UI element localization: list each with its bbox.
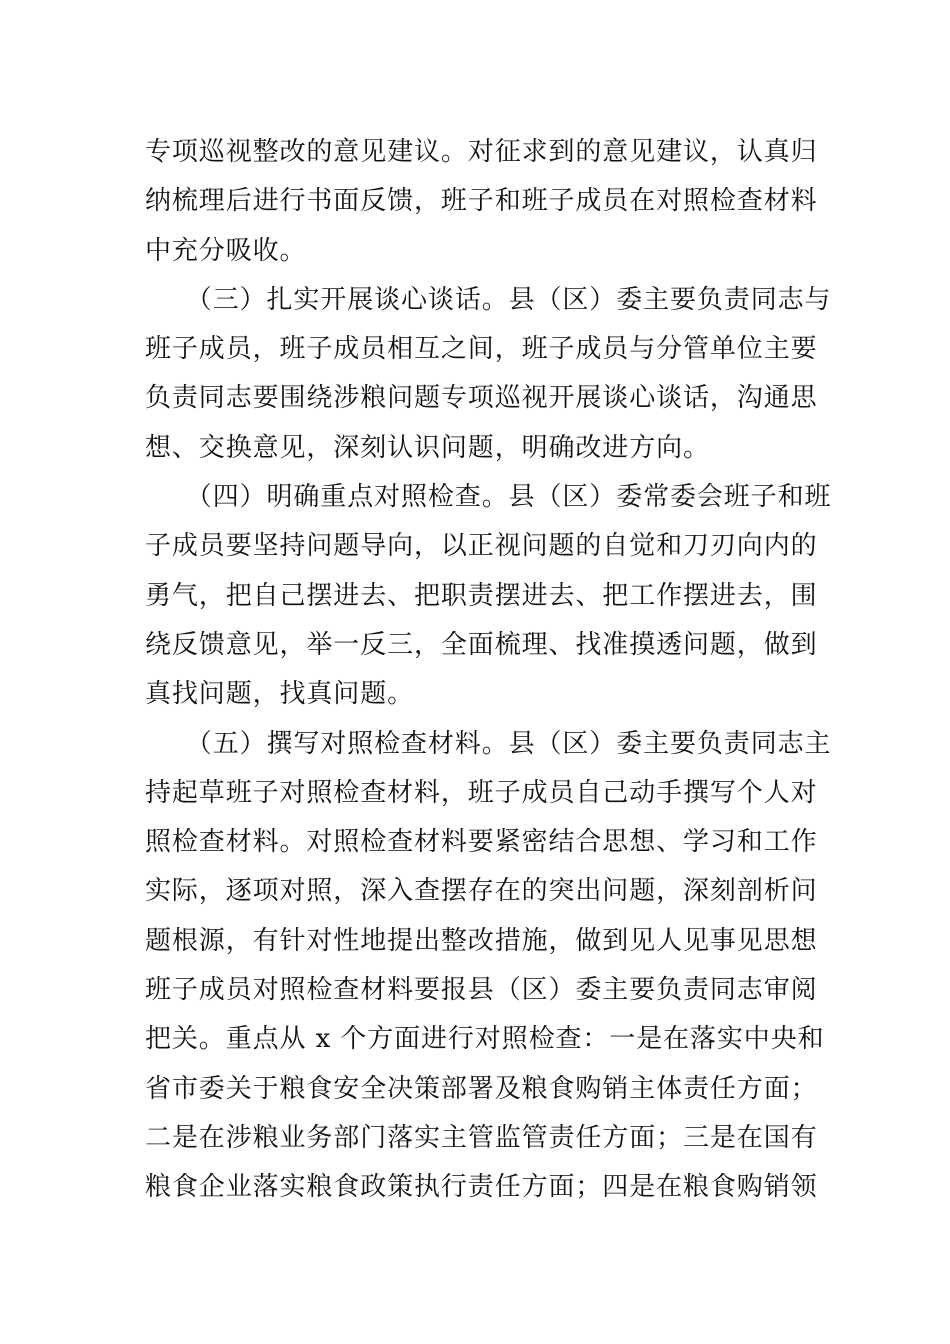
text-line: 班子成员对照检查材料要报县（区）委主要负责同志审阅 (145, 975, 818, 1006)
text-line: 想、交换意见，深刻认识问题，明确改进方向。 (145, 432, 710, 463)
text-line: 实际，逐项对照，深入查摆存在的突出问题，深刻剖析问 (145, 876, 818, 907)
text-line: 粮食企业落实粮食政策执行责任方面；四是在粮食购销领 (145, 1172, 818, 1203)
text-line: 照检查材料。对照检查材料要紧密结合思想、学习和工作 (145, 827, 818, 858)
text-line: 真找问题，找真问题。 (145, 679, 415, 710)
text-line: 专项巡视整改的意见建议。对征求到的意见建议，认真归 (145, 137, 818, 167)
text-line: 题根源，有针对性地提出整改措施，做到见人见事见思想 (145, 925, 818, 956)
text-line: 纳梳理后进行书面反馈，班子和班子成员在对照检查材料 (145, 186, 818, 217)
text-line: 二是在涉粮业务部门落实主管监管责任方面；三是在国有 (145, 1122, 818, 1153)
text-line: （五）撰写对照检查材料。县（区）委主要负责同志主 (145, 728, 832, 759)
body-text (145, 128, 832, 1213)
text-line: 绕反馈意见，举一反三，全面梳理、找准摸透问题，做到 (145, 629, 818, 660)
text-line: （三）扎实开展谈心谈话。县（区）委主要负责同志与 (145, 284, 832, 315)
text-line: 勇气，把自己摆进去、把职责摆进去、把工作摆进去，围 (145, 580, 818, 611)
text-line: （四）明确重点对照检查。县（区）委常委会班子和班 (145, 482, 832, 513)
text-line: 把关。重点从 x 个方面进行对照检查：一是在落实中央和 (145, 1024, 825, 1055)
text-line: 班子成员，班子成员相互之间，班子成员与分管单位主要 (145, 334, 818, 365)
text-line: 省市委关于粮食安全决策部署及粮食购销主体责任方面； (145, 1073, 818, 1104)
text-line: 负责同志要围绕涉粮问题专项巡视开展谈心谈话，沟通思 (145, 383, 818, 414)
text-line: 中充分吸收。 (145, 235, 307, 266)
text-line: 子成员要坚持问题导向，以正视问题的自觉和刀刃向内的 (145, 531, 818, 562)
text-line: 持起草班子对照检查材料，班子成员自己动手撰写个人对 (145, 777, 818, 808)
